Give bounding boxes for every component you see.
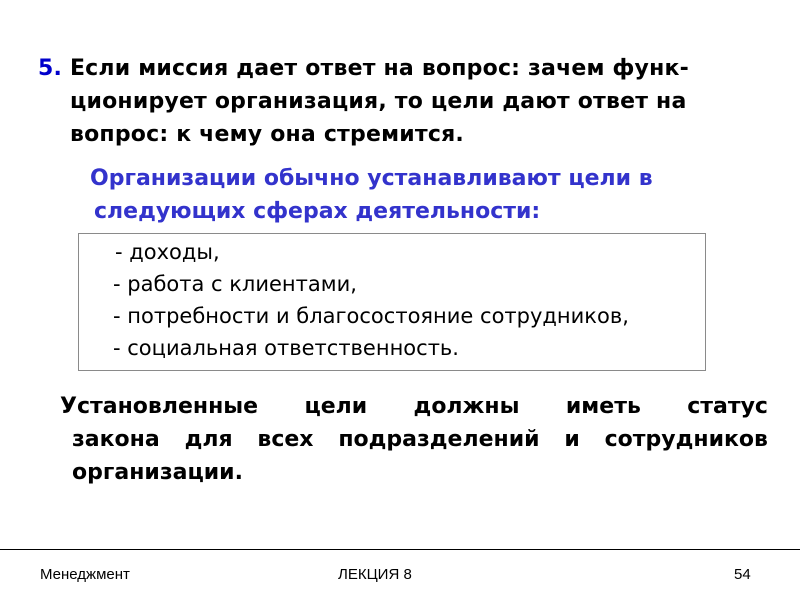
intro-line-2: следующих сферах деятельности: [94, 199, 541, 224]
word: и [564, 427, 580, 452]
footer-page-number: 54 [734, 566, 751, 583]
point-line-1: Если миссия дает ответ на вопрос: зачем функ- [69, 56, 689, 81]
word: цели [304, 394, 368, 419]
point-line-3: вопрос: к чему она стремится. [70, 122, 464, 147]
conclusion-paragraph [60, 390, 768, 489]
word: сотрудников [604, 427, 768, 452]
point-line-2: ционирует организация, то цели дают ответ на [70, 89, 687, 114]
word: для [184, 427, 233, 452]
point-number: 5. [38, 56, 63, 81]
goal-areas-box [78, 233, 706, 371]
conclusion-line-3 [60, 456, 768, 489]
footer-lecture: ЛЕКЦИЯ 8 [338, 566, 412, 583]
word: организации. [72, 460, 243, 485]
goals-intro [90, 162, 730, 228]
point-5-paragraph [38, 52, 768, 151]
goal-area-item: - доходы, [115, 240, 220, 264]
footer-course-name: Менеджмент [40, 566, 130, 583]
goal-area-item: - работа с клиентами, [113, 272, 357, 296]
word: подразделений [338, 427, 540, 452]
intro-line-1: Организации обычно устанавливают цели в [90, 166, 653, 191]
word: должны [413, 394, 520, 419]
goal-area-item: - социальная ответственность. [113, 336, 459, 360]
word: Установленные [60, 394, 259, 419]
goal-area-item: - потребности и благосостояние сотрудников, [113, 304, 629, 328]
word: иметь [565, 394, 641, 419]
conclusion-line-2 [60, 423, 768, 456]
word: всех [257, 427, 314, 452]
footer-divider [0, 549, 800, 550]
word: закона [72, 427, 160, 452]
conclusion-line-1 [60, 390, 768, 423]
word: статус [687, 394, 768, 419]
